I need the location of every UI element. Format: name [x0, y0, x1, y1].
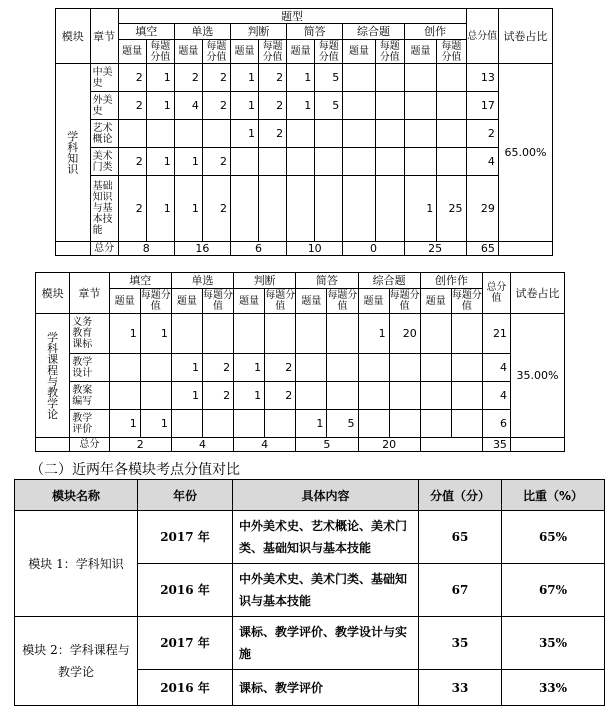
exam-structure-table-pedagogy	[35, 272, 565, 452]
chapter-cell: 外美史	[90, 92, 118, 120]
header-count: 题量	[230, 40, 258, 64]
cell	[358, 410, 389, 438]
score-cell: 35	[419, 617, 502, 670]
table-row	[15, 617, 605, 670]
cell	[118, 120, 146, 148]
cell	[389, 354, 420, 382]
cell	[327, 382, 358, 410]
cell: 1	[146, 64, 174, 92]
exam-structure-table-knowledge	[55, 8, 553, 256]
content-cell: 课标、教学评价、教学设计与实施	[233, 617, 419, 670]
module-name: 模块 1：学科知识	[15, 511, 138, 617]
header-count: 题量	[404, 40, 436, 64]
cell	[375, 120, 404, 148]
module-name: 模块 2：学科课程与教学论	[15, 617, 138, 706]
cell	[389, 410, 420, 438]
blank-cell	[498, 242, 552, 256]
sum-row	[56, 242, 553, 256]
header-count: 题量	[174, 40, 202, 64]
sum-cell: 4	[171, 438, 233, 452]
cell: 1	[296, 410, 327, 438]
content-cell: 课标、教学评价	[233, 670, 419, 706]
header-each: 每题分值	[203, 290, 233, 312]
cell: 1	[140, 314, 171, 354]
cell	[343, 148, 375, 176]
header-count: 题量	[420, 289, 451, 314]
sum-cell: 5	[296, 438, 358, 452]
cell	[146, 120, 174, 148]
cell	[389, 382, 420, 410]
cell	[296, 382, 327, 410]
cell	[343, 120, 375, 148]
ratio-cell: 35.00%	[510, 314, 564, 438]
cell	[234, 410, 265, 438]
cell: 1	[287, 92, 315, 120]
sum-cell: 2	[109, 438, 171, 452]
content-cell: 中外美术史、美术门类、基础知识与基本技能	[233, 564, 419, 617]
header-short-answer: 简答	[287, 24, 343, 40]
sum-cell: 10	[287, 242, 343, 256]
sum-cell: 25	[404, 242, 466, 256]
cell	[296, 354, 327, 382]
cell	[343, 64, 375, 92]
cell	[287, 176, 315, 242]
header-each: 每题分值	[140, 290, 171, 312]
sum-row	[36, 438, 565, 452]
header-single-choice: 单选	[171, 273, 233, 289]
cell	[451, 410, 482, 438]
table-row	[56, 64, 553, 92]
cell: 2	[202, 354, 233, 382]
cell: 4	[174, 92, 202, 120]
chapter-cell: 美术门类	[90, 148, 118, 176]
cell: 2	[259, 92, 287, 120]
chapter-cell: 教案编写	[70, 382, 109, 410]
cell: 2	[118, 64, 146, 92]
cell: 2	[202, 64, 230, 92]
percent-cell: 67%	[502, 564, 605, 617]
header-each: 每题分值	[437, 40, 466, 64]
cell: 1	[171, 382, 202, 410]
section-heading: （二）近两年各模块考点分值对比	[30, 462, 240, 478]
chapter-cell: 教学评价	[70, 410, 109, 438]
cell: 1	[109, 410, 140, 438]
cell: 2	[174, 64, 202, 92]
header-each: 每题分值	[146, 40, 174, 64]
cell	[358, 382, 389, 410]
header-comprehensive: 综合题	[358, 273, 420, 289]
cell: 2	[202, 92, 230, 120]
cell	[343, 176, 375, 242]
cell	[451, 314, 482, 354]
header-count: 题量	[287, 40, 315, 64]
cell	[451, 354, 482, 382]
header-year: 年份	[138, 480, 233, 511]
cell	[287, 120, 315, 148]
chapter-cell: 中美史	[90, 64, 118, 92]
row-total: 2	[466, 120, 498, 148]
cell	[287, 148, 315, 176]
header-true-false: 判断	[230, 24, 286, 40]
percent-cell: 35%	[502, 617, 605, 670]
chapter-cell: 义务教育课标	[70, 314, 109, 354]
cell	[437, 120, 466, 148]
cell: 2	[259, 120, 287, 148]
cell: 1	[146, 92, 174, 120]
sum-cell	[420, 438, 482, 452]
cell: 1	[230, 120, 258, 148]
header-module: 模块	[36, 273, 70, 314]
sum-cell: 0	[343, 242, 405, 256]
cell: 1	[358, 314, 389, 354]
cell	[404, 92, 436, 120]
header-fill-blank: 填空	[118, 24, 174, 40]
header-content: 具体内容	[233, 480, 419, 511]
cell: 2	[259, 64, 287, 92]
cell: 2	[118, 148, 146, 176]
ratio-cell: 65.00%	[498, 64, 552, 242]
header-true-false: 判断	[234, 273, 296, 289]
cell	[315, 176, 343, 242]
sum-cell: 16	[174, 242, 230, 256]
sum-label: 总分	[70, 438, 109, 452]
cell	[140, 382, 171, 410]
cell	[437, 92, 466, 120]
cell	[140, 354, 171, 382]
cell	[343, 92, 375, 120]
cell	[230, 176, 258, 242]
row-total: 13	[466, 64, 498, 92]
sum-cell: 8	[118, 242, 174, 256]
table-row	[15, 511, 605, 564]
cell	[259, 176, 287, 242]
cell	[259, 148, 287, 176]
cell: 5	[327, 410, 358, 438]
chapter-cell: 教学设计	[70, 354, 109, 382]
year-cell: 2016 年	[138, 564, 233, 617]
row-total: 4	[466, 148, 498, 176]
module-label: 学科知识	[56, 64, 91, 242]
cell	[404, 64, 436, 92]
table-row	[56, 148, 553, 176]
header-ratio: 试卷占比	[510, 273, 564, 314]
cell	[109, 354, 140, 382]
blank-cell	[36, 438, 70, 452]
row-total: 6	[482, 410, 510, 438]
header-comprehensive: 综合题	[343, 24, 405, 40]
grand-total: 65	[466, 242, 498, 256]
cell: 1	[234, 382, 265, 410]
cell: 2	[202, 382, 233, 410]
score-cell: 33	[419, 670, 502, 706]
header-score: 分值（分）	[419, 480, 502, 511]
cell: 2	[202, 176, 230, 242]
row-total: 21	[482, 314, 510, 354]
table-row	[36, 382, 565, 410]
header-creation: 创作作	[420, 273, 482, 289]
cell	[375, 176, 404, 242]
chapter-cell: 基础知识与基本技能	[90, 176, 118, 242]
year-cell: 2017 年	[138, 617, 233, 670]
cell	[358, 354, 389, 382]
cell	[420, 382, 451, 410]
cell: 1	[174, 148, 202, 176]
cell	[265, 314, 296, 354]
cell: 1	[230, 64, 258, 92]
cell	[375, 64, 404, 92]
sum-cell: 20	[358, 438, 420, 452]
row-total: 4	[482, 382, 510, 410]
cell	[174, 120, 202, 148]
table-row	[56, 120, 553, 148]
header-module: 模块	[56, 9, 91, 64]
header-each: 每题分值	[451, 290, 482, 312]
cell: 25	[437, 176, 466, 242]
blank-cell	[56, 242, 91, 256]
header-count: 题量	[343, 40, 375, 64]
header-total: 总分值	[482, 273, 510, 314]
table-row	[56, 176, 553, 242]
table-row	[56, 92, 553, 120]
header-fill-blank: 填空	[109, 273, 171, 289]
cell	[404, 120, 436, 148]
row-total: 17	[466, 92, 498, 120]
header-each: 每题分值	[375, 40, 404, 64]
cell	[109, 382, 140, 410]
cell	[202, 314, 233, 354]
cell: 1	[146, 148, 174, 176]
header-single-choice: 单选	[174, 24, 230, 40]
table-row	[36, 314, 565, 354]
header-each: 每题分值	[389, 290, 420, 312]
cell: 20	[389, 314, 420, 354]
row-total: 4	[482, 354, 510, 382]
cell	[437, 64, 466, 92]
percent-cell: 33%	[502, 670, 605, 706]
cell	[451, 382, 482, 410]
header-chapter: 章节	[70, 273, 109, 314]
header-count: 题量	[118, 40, 146, 64]
content-cell: 中外美术史、艺术概论、美术门类、基础知识与基本技能	[233, 511, 419, 564]
header-count: 题量	[296, 289, 327, 314]
cell	[202, 120, 230, 148]
year-cell: 2016 年	[138, 670, 233, 706]
cell: 1	[287, 64, 315, 92]
cell: 1	[171, 354, 202, 382]
table-row	[36, 410, 565, 438]
module-label: 学科课程与教学论	[36, 314, 70, 438]
header-each: 每题分值	[265, 290, 296, 312]
header-ratio: 试卷占比	[498, 9, 552, 64]
cell	[230, 148, 258, 176]
cell	[265, 410, 296, 438]
row-total: 29	[466, 176, 498, 242]
cell	[296, 314, 327, 354]
cell: 2	[118, 176, 146, 242]
blank-cell	[510, 438, 564, 452]
cell	[315, 148, 343, 176]
sum-cell: 4	[234, 438, 296, 452]
score-comparison-table	[14, 479, 605, 706]
cell: 5	[315, 92, 343, 120]
header-creation: 创作	[404, 24, 466, 40]
cell	[404, 148, 436, 176]
year-cell: 2017 年	[138, 511, 233, 564]
grand-total: 35	[482, 438, 510, 452]
cell	[420, 354, 451, 382]
score-cell: 65	[419, 511, 502, 564]
header-count: 题量	[109, 289, 140, 314]
header-count: 题量	[358, 289, 389, 314]
cell: 2	[265, 354, 296, 382]
cell: 5	[315, 64, 343, 92]
cell	[202, 410, 233, 438]
cell	[420, 410, 451, 438]
cell: 1	[174, 176, 202, 242]
cell: 2	[202, 148, 230, 176]
header-percent: 比重（%）	[502, 480, 605, 511]
header-each: 每题分值	[327, 290, 358, 312]
header-each: 每题分值	[315, 40, 343, 64]
header-module-name: 模块名称	[15, 480, 138, 511]
cell	[375, 92, 404, 120]
cell	[234, 314, 265, 354]
header-total: 总分值	[466, 9, 498, 64]
header-chapter: 章节	[90, 9, 118, 64]
cell: 2	[265, 382, 296, 410]
cell: 1	[109, 314, 140, 354]
sum-cell: 6	[230, 242, 286, 256]
cell	[171, 314, 202, 354]
cell	[375, 148, 404, 176]
cell: 1	[230, 92, 258, 120]
cell: 1	[404, 176, 436, 242]
header-question-type: 题型	[118, 9, 466, 24]
cell: 1	[234, 354, 265, 382]
percent-cell: 65%	[502, 511, 605, 564]
cell	[437, 148, 466, 176]
header-count: 题量	[234, 289, 265, 314]
score-cell: 67	[419, 564, 502, 617]
cell	[171, 410, 202, 438]
cell	[327, 354, 358, 382]
cell	[420, 314, 451, 354]
cell: 2	[118, 92, 146, 120]
header-each: 每题分值	[202, 40, 230, 64]
cell	[315, 120, 343, 148]
sum-label: 总分	[90, 242, 118, 256]
table-row	[36, 354, 565, 382]
header-count: 题量	[171, 289, 202, 314]
header-each: 每题分值	[259, 40, 287, 64]
cell: 1	[146, 176, 174, 242]
cell: 1	[140, 410, 171, 438]
cell	[327, 314, 358, 354]
header-short-answer: 简答	[296, 273, 358, 289]
chapter-cell: 艺术概论	[90, 120, 118, 148]
